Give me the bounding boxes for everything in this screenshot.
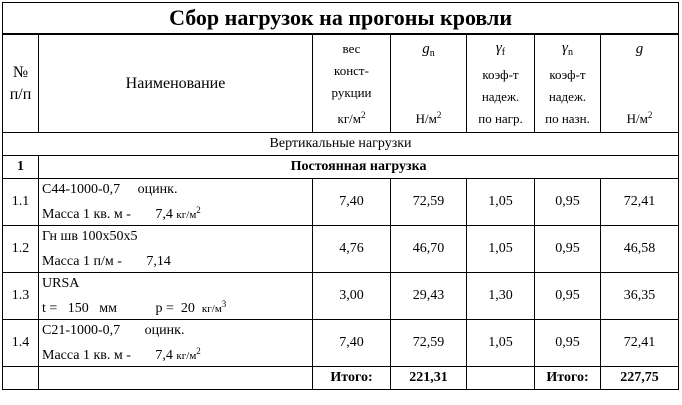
row-yn: 0,95: [535, 320, 601, 367]
row-name-line1: С44-1000-0,7 оцинк.: [42, 181, 178, 197]
row-unit-sup: 2: [196, 204, 201, 215]
table-row: [3, 226, 679, 273]
header-gf-line2: надеж.: [481, 89, 520, 104]
row-yn: 0,95: [535, 226, 601, 273]
header-weight-unit-text: кг/м: [337, 110, 361, 126]
header-g: [601, 34, 679, 133]
header-weight-line2: конст-: [334, 62, 369, 78]
row-name-line2: [42, 200, 312, 225]
row-gf: 1,05: [467, 226, 535, 273]
group-row: [3, 156, 679, 179]
row-gn: 72,59: [391, 320, 467, 367]
row-g: 72,41: [601, 179, 679, 226]
total-row: [3, 367, 679, 390]
header-gn-symbol: [391, 38, 466, 104]
table-row: [3, 273, 679, 320]
header-num: [3, 34, 39, 133]
row-weight: 4,76: [313, 226, 391, 273]
section-row: [3, 133, 679, 156]
section-vertical: Вертикальные нагрузки: [3, 133, 679, 156]
row-num: 1.2: [3, 226, 39, 273]
total-empty-num: [3, 367, 39, 390]
gn-unit-sup: 2: [436, 109, 442, 120]
row-num: 1.4: [3, 320, 39, 367]
row-gf: 1,05: [467, 179, 535, 226]
group-num: 1: [3, 156, 39, 179]
load-table-sheet: [2, 2, 678, 390]
gf-subscript: f: [501, 47, 506, 58]
total-value-2: 227,75: [601, 367, 679, 390]
header-g-unit: [601, 104, 678, 130]
header-weight-line1: вес: [342, 40, 361, 56]
header-row: [3, 34, 679, 133]
load-table: [2, 2, 679, 390]
row-gn: 46,70: [391, 226, 467, 273]
header-weight-unit-sup: 2: [361, 109, 366, 120]
row-name-line1: С21-1000-0,7 оцинк.: [42, 322, 185, 338]
total-value-1: 221,31: [391, 367, 467, 390]
g-unit-text: Н/м: [626, 110, 648, 126]
row-unit-sup: 3: [221, 298, 227, 309]
row-unit: кг/м: [176, 349, 197, 362]
row-name-line1: Гн шв 100х50х5: [42, 228, 138, 244]
g-symbol: g: [635, 40, 644, 57]
row-name: [39, 320, 313, 367]
row-yn: 0,95: [535, 273, 601, 320]
header-weight-unit: [313, 104, 390, 130]
header-g-symbol: [601, 38, 678, 104]
row-num: 1.3: [3, 273, 39, 320]
header-yn-line1: коэф-т: [549, 67, 586, 82]
total-label-2: Итого:: [535, 367, 601, 390]
row-name-line1: URSA: [42, 275, 80, 291]
row-gn: 72,59: [391, 179, 467, 226]
g-unit-sup: 2: [647, 109, 653, 120]
gn-unit-text: Н/м: [415, 110, 437, 126]
header-yn-symbol: [535, 37, 600, 64]
header-num-line1: №: [12, 63, 29, 81]
row-name: [39, 179, 313, 226]
header-yn-line2: надеж.: [548, 89, 587, 104]
row-gf: 1,05: [467, 320, 535, 367]
yn-subscript: n: [567, 47, 573, 58]
row-g: 46,58: [601, 226, 679, 273]
table-title: Сбор нагрузок на прогоны кровли: [3, 3, 679, 35]
row-name-line2: [42, 341, 312, 366]
header-gf-symbol: [467, 37, 534, 64]
header-gf: [467, 34, 535, 133]
row-gn: 29,43: [391, 273, 467, 320]
row-unit: кг/м: [201, 302, 222, 315]
row-weight: 7,40: [313, 179, 391, 226]
row-weight: 7,40: [313, 320, 391, 367]
row-name-line2-text: Масса 1 кв. м - 7,4: [42, 206, 177, 222]
row-name-line2: [42, 247, 312, 272]
header-weight-line3: рукции: [331, 84, 372, 100]
row-gf: 1,30: [467, 273, 535, 320]
yn-symbol: γ: [562, 40, 568, 56]
row-unit-sup: 2: [196, 345, 201, 356]
header-gf-line1: коэф-т: [482, 67, 519, 82]
row-name: [39, 226, 313, 273]
gn-subscript: n: [429, 47, 435, 59]
header-weight: [313, 34, 391, 133]
row-unit: кг/м: [176, 208, 197, 221]
row-num: 1.1: [3, 179, 39, 226]
total-label-1: Итого:: [313, 367, 391, 390]
row-name-line2-text: Масса 1 п/м - 7,14: [42, 253, 171, 269]
row-g: 36,35: [601, 273, 679, 320]
total-empty-name: [39, 367, 313, 390]
header-name: Наименование: [39, 34, 313, 133]
header-gf-line3: по нагр.: [478, 111, 523, 126]
table-row: [3, 320, 679, 367]
table-row: [3, 179, 679, 226]
gn-symbol: g: [422, 40, 430, 57]
row-name-line2: [42, 294, 312, 319]
header-gn-unit: [391, 104, 466, 130]
row-name-line2-text: Масса 1 кв. м - 7,4: [42, 347, 177, 363]
header-yn: [535, 34, 601, 133]
row-g: 72,41: [601, 320, 679, 367]
row-weight: 3,00: [313, 273, 391, 320]
header-gn: [391, 34, 467, 133]
total-empty-gf: [467, 367, 535, 390]
row-name-line2-text: t = 150 мм р = 20: [42, 300, 202, 316]
gf-symbol: γ: [495, 40, 502, 56]
header-yn-line3: по назн.: [545, 111, 590, 126]
header-num-line2: п/п: [9, 85, 32, 103]
group-name: Постоянная нагрузка: [39, 156, 679, 179]
row-name: [39, 273, 313, 320]
row-yn: 0,95: [535, 179, 601, 226]
